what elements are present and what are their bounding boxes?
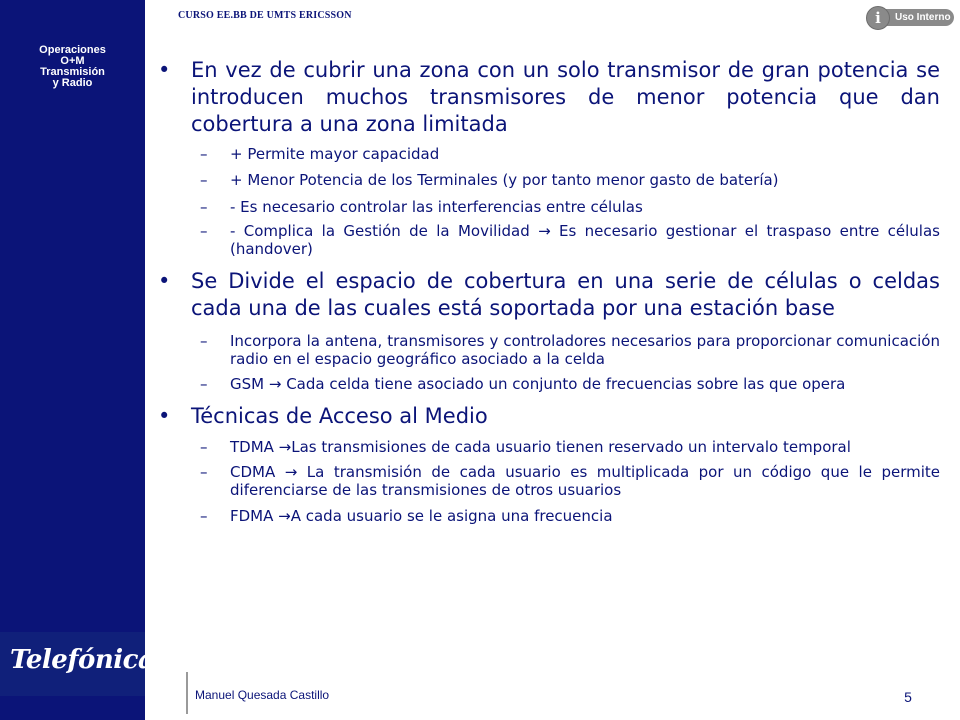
info-icon: i <box>866 6 890 30</box>
telefonica-logo: Telefónica <box>10 645 155 675</box>
sidebar-title-line: Transmisión <box>40 66 105 78</box>
subitem: – Incorpora la antena, transmisores y controladores necesarios para proporcionar comunicación radio en el espacio geográfico asociado a la celda <box>200 332 940 368</box>
subitem: – - Es necesario controlar las interferencias entre células <box>200 198 643 216</box>
sidebar-title-line: Operaciones <box>39 44 106 56</box>
bullet-2: • Se Divide el espacio de cobertura en una serie de células o celdas cada una de las cuales está soportada por una estación base <box>158 269 940 320</box>
slide-content <box>150 50 940 525</box>
subitem: – GSM → Cada celda tiene asociado un conjunto de frecuencias sobre las que opera <box>200 375 846 393</box>
author-name: Manuel Quesada Castillo <box>195 688 330 702</box>
usage-badge <box>866 6 956 30</box>
badge-label: Uso Interno <box>884 9 954 26</box>
subitem: – TDMA →Las transmisiones de cada usuario tienen reservado un intervalo temporal <box>200 438 851 456</box>
sidebar-title-line: y Radio <box>52 77 93 89</box>
sidebar-title-line: O+M <box>60 55 85 67</box>
subitem: – FDMA →A cada usuario se le asigna una frecuencia <box>200 507 613 525</box>
page-number: 5 <box>904 689 912 705</box>
subitem: – + Permite mayor capacidad <box>200 145 440 163</box>
sidebar <box>0 0 155 720</box>
subitem: – + Menor Potencia de los Terminales (y por tanto menor gasto de batería) <box>200 171 779 189</box>
footer-divider <box>186 672 188 714</box>
course-header: CURSO EE.BB DE UMTS ERICSSON <box>178 10 352 21</box>
sidebar-title <box>0 45 145 89</box>
subitem: – - Complica la Gestión de la Movilidad → Es necesario gestionar el traspaso entre células (handover) <box>200 222 940 258</box>
subitem: – CDMA → La transmisión de cada usuario es multiplicada por un código que le permite diferenciarse de las transmisiones de otros usuarios <box>200 463 940 499</box>
bullet-1: • En vez de cubrir una zona con un solo transmisor de gran potencia se introducen muchos transmisores de menor potencia que dan cobertura a una zona limitada <box>158 58 940 136</box>
bullet-3: • Técnicas de Acceso al Medio <box>158 404 488 428</box>
